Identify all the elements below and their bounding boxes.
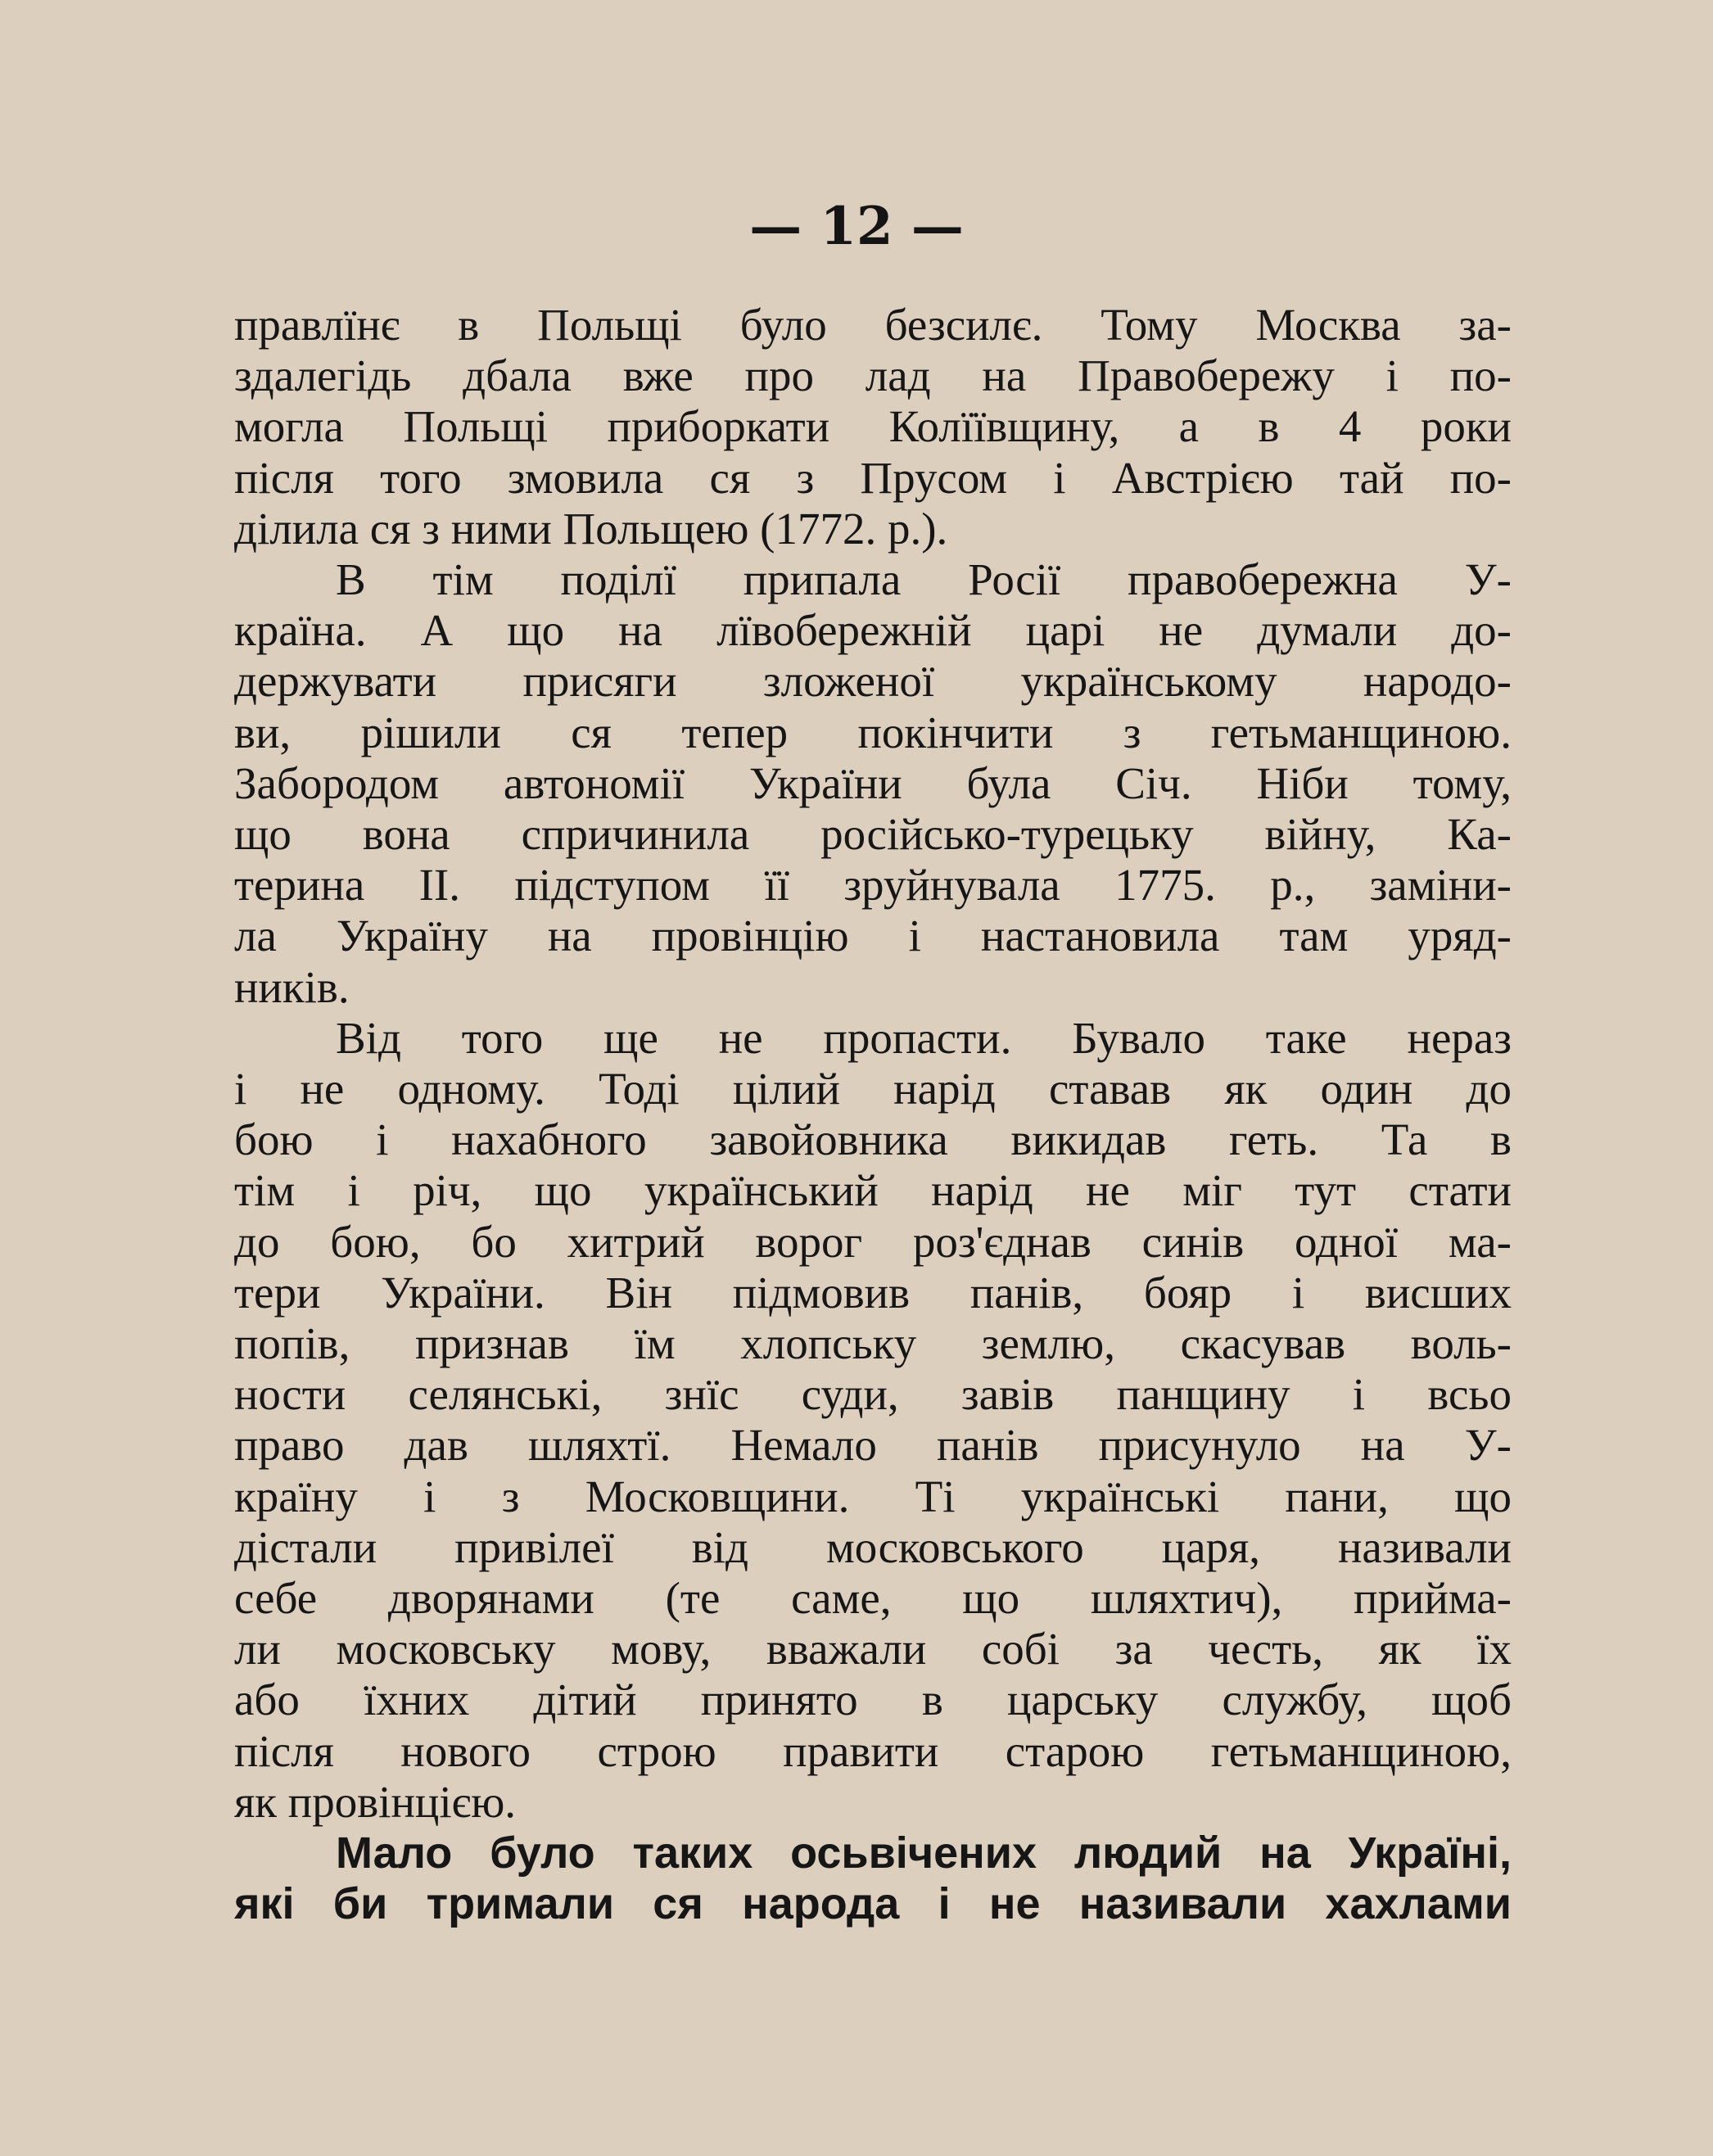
text-line: і не одному. Тоді цілий нарід ставав як один до [234, 1064, 1512, 1114]
text-line: ности селянські, знїс суди, завів панщину і всьо [234, 1369, 1512, 1420]
text-line: терина II. підступом її зруйнувала 1775. р., заміни- [234, 860, 1512, 911]
text-line: попів, признав їм хлопську землю, скасував воль- [234, 1318, 1512, 1369]
text-line: що вона спричинила російсько-турецьку війну, Ка- [234, 809, 1512, 860]
body-text [234, 300, 1512, 1930]
text-line: правлїнє в Польщі було безсилє. Тому Москва за- [234, 300, 1512, 350]
text-line: здалегідь дбала вже про лад на Правобережу і по- [234, 350, 1512, 401]
text-line: або їхних дітий принято в царську службу, щоб [234, 1675, 1512, 1725]
text-line: дістали привілеї від московського царя, називали [234, 1521, 1512, 1572]
text-line: до бою, бо хитрий ворог роз'єднав синів одної ма- [234, 1216, 1512, 1267]
paragraph-start-line: В тім поділї припала Росії правобережна У- [336, 554, 1512, 605]
text-line: бою і нахабного завойовника викидав геть. Та в [234, 1114, 1512, 1165]
page-number: — 12 — [749, 196, 964, 257]
text-line: могла Польщі приборкати Колїївщину, а в 4 роки [234, 401, 1512, 452]
text-line: країну і з Московщини. Ті українські пани, що [234, 1471, 1512, 1521]
text-line: право дав шляхтї. Немало панів присунуло на У- [234, 1420, 1512, 1471]
text-line: ви, рішили ся тепер покінчити з гетьманщиною. [234, 707, 1512, 757]
text-line: тім і річ, що український нарід не міг тут стати [234, 1165, 1512, 1216]
text-line: після того змовила ся з Прусом і Австрією тай по- [234, 452, 1512, 503]
text-line: ників. [234, 961, 350, 1012]
text-line: як провінцією. [234, 1776, 517, 1827]
text-line: держувати присяги зложеної українському народо- [234, 656, 1512, 707]
text-line: ла Україну на провінцію і настановила там уряд- [234, 911, 1512, 961]
text-line: себе дворянами (те саме, що шляхтич), прийма- [234, 1573, 1512, 1624]
text-line: Забородом автономії України була Січ. Ніби тому, [234, 757, 1512, 808]
text-line: тери України. Він підмовив панів, бояр і висших [234, 1267, 1512, 1318]
paragraph-start-line: Мало було таких осьвічених людий на Україні, [336, 1828, 1512, 1878]
text-line: ділила ся з ними Польщею (1772. р.). [234, 503, 948, 554]
paragraph-start-line: Від того ще не пропасти. Бувало таке нераз [336, 1012, 1512, 1063]
text-line: які би тримали ся народа і не називали хахлами [234, 1879, 1512, 1929]
text-line: країна. А що на лївобережній царі не думали до- [234, 605, 1512, 656]
text-line: ли московську мову, вважали собі за честь, як їх [234, 1624, 1512, 1675]
text-line: після нового строю правити старою гетьманщиною, [234, 1725, 1512, 1776]
